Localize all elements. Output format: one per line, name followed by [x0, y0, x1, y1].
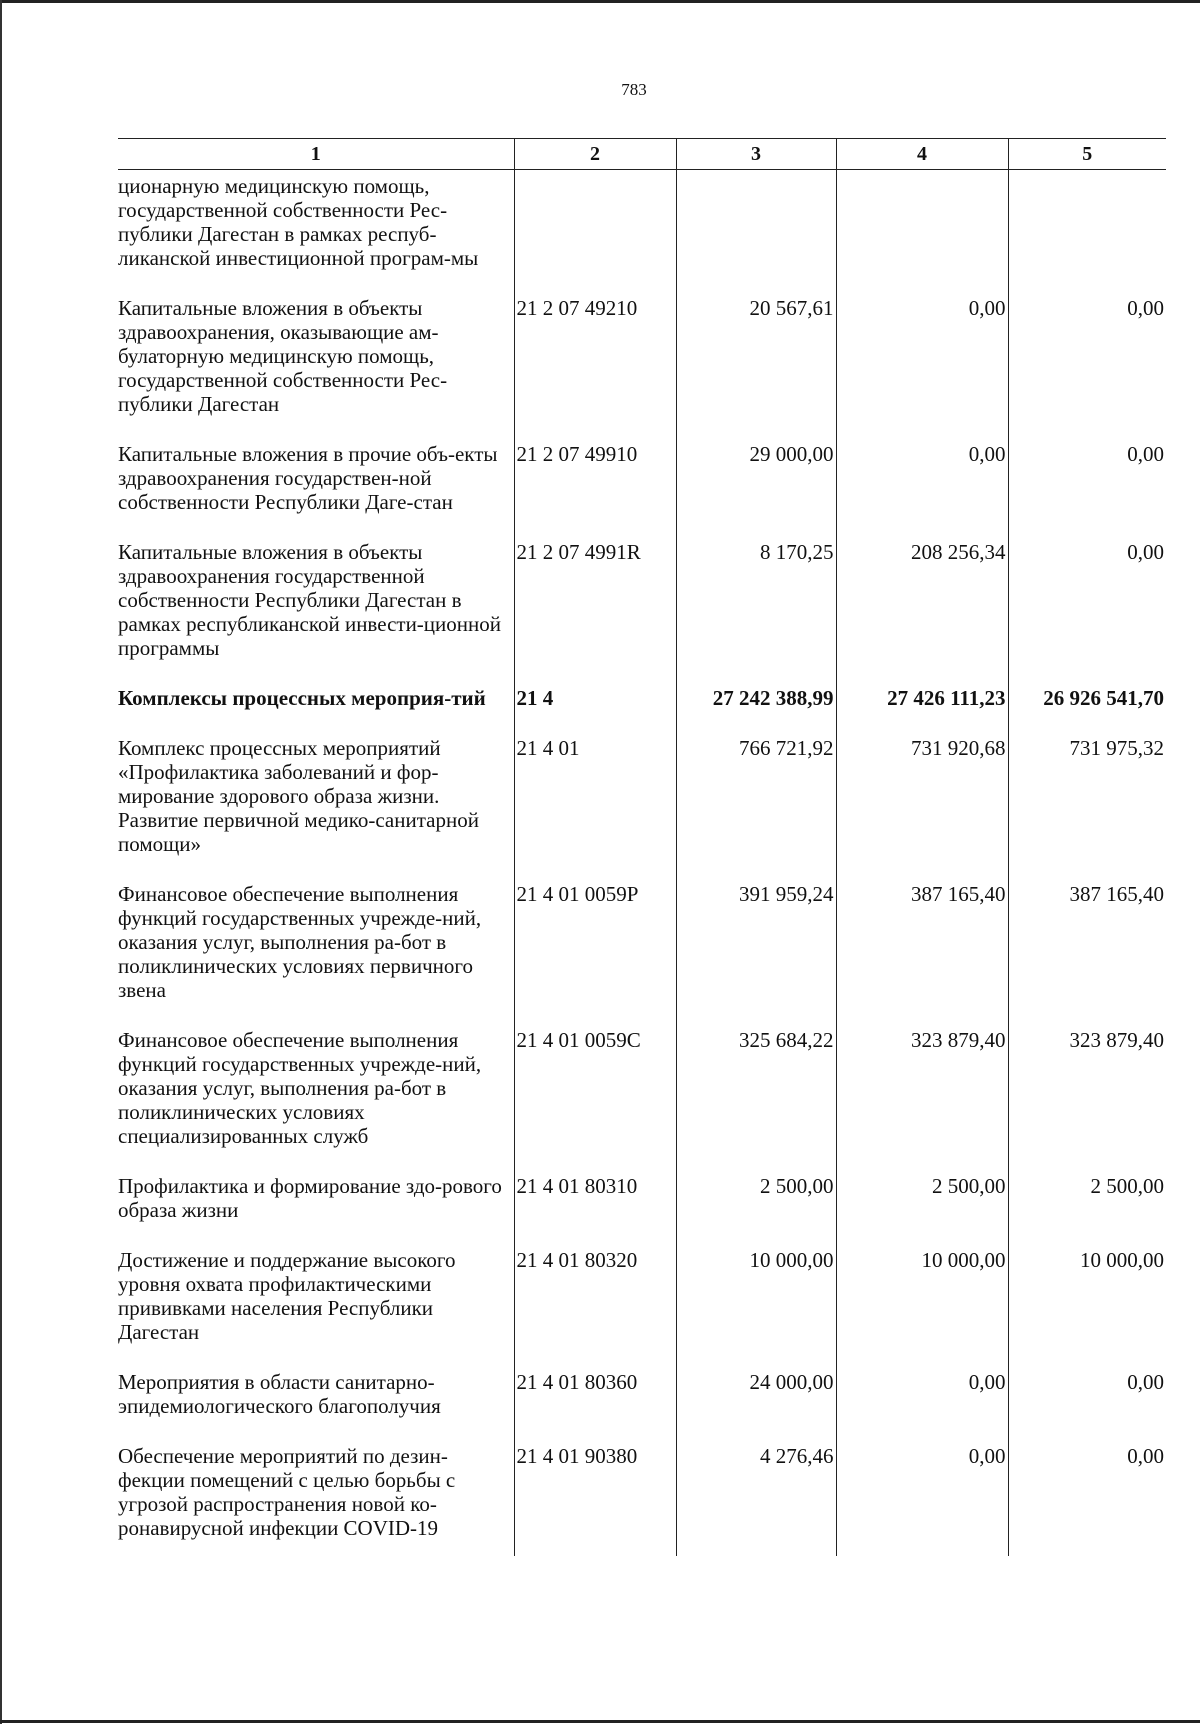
row-name: Профилактика и формирование здо-рового образа жизни [118, 1174, 502, 1222]
table-row [118, 438, 1166, 536]
table-row [118, 1170, 1166, 1244]
page-border-left [0, 0, 2, 1724]
row-value-4: 0,00 [836, 292, 1008, 438]
page-number: 783 [621, 80, 647, 99]
row-value-3 [676, 170, 836, 293]
row-value-4: 27 426 111,23 [836, 682, 1008, 732]
row-code: 21 4 01 80310 [514, 1170, 676, 1244]
table-row [118, 170, 1166, 293]
row-name: ционарную медицинскую помощь, государственной собственности Рес-публики Дагестан в рамках респуб-ликанской инвестиционной програм-мы [118, 174, 479, 270]
row-code [514, 170, 676, 293]
row-code: 21 2 07 49910 [514, 438, 676, 536]
row-value-5: 387 165,40 [1008, 878, 1166, 1024]
table-row [118, 1366, 1166, 1440]
row-value-4 [836, 170, 1008, 293]
row-value-5: 0,00 [1008, 536, 1166, 682]
row-value-5: 0,00 [1008, 292, 1166, 438]
column-header-2: 2 [514, 139, 676, 170]
table-row [118, 732, 1166, 878]
row-value-4: 0,00 [836, 438, 1008, 536]
row-value-5: 10 000,00 [1008, 1244, 1166, 1366]
row-value-4: 10 000,00 [836, 1244, 1008, 1366]
row-code: 21 4 01 0059P [514, 878, 676, 1024]
row-value-3: 8 170,25 [676, 536, 836, 682]
row-value-3: 766 721,92 [676, 732, 836, 878]
page-border-bottom [0, 1720, 1200, 1723]
column-header-5: 5 [1008, 139, 1166, 170]
row-code: 21 2 07 4991R [514, 536, 676, 682]
row-value-3: 391 959,24 [676, 878, 836, 1024]
row-name: Комплекс процессных мероприятий «Профилактика заболеваний и фор-мирование здорового образа жизни. Развитие первичной медико-санитарной помощи» [118, 736, 479, 856]
row-name: Финансовое обеспечение выполнения функций государственных учрежде-ний, оказания услуг, выполнения ра-бот в поликлинических условиях первичного звена [118, 882, 482, 1002]
row-code: 21 2 07 49210 [514, 292, 676, 438]
row-code: 21 4 01 80360 [514, 1366, 676, 1440]
row-code: 21 4 01 [514, 732, 676, 878]
row-name: Мероприятия в области санитарно-эпидемиологического благополучия [118, 1370, 441, 1418]
row-code: 21 4 01 0059C [514, 1024, 676, 1170]
column-header-1: 1 [118, 139, 514, 170]
table-header-row [118, 139, 1166, 170]
row-value-4: 387 165,40 [836, 878, 1008, 1024]
row-value-5: 26 926 541,70 [1008, 682, 1166, 732]
row-name: Комплексы процессных мероприя-тий [118, 686, 486, 710]
row-value-3: 27 242 388,99 [676, 682, 836, 732]
row-name: Достижение и поддержание высокого уровня охвата профилактическими прививками населения Республики Дагестан [118, 1248, 456, 1344]
budget-table [118, 138, 1166, 1556]
row-code: 21 4 [514, 682, 676, 732]
column-header-4: 4 [836, 139, 1008, 170]
row-value-4: 0,00 [836, 1366, 1008, 1440]
row-value-4: 731 920,68 [836, 732, 1008, 878]
row-value-3: 4 276,46 [676, 1440, 836, 1556]
row-value-3: 10 000,00 [676, 1244, 836, 1366]
table-row [118, 1440, 1166, 1556]
row-value-3: 2 500,00 [676, 1170, 836, 1244]
row-value-5: 0,00 [1008, 1366, 1166, 1440]
row-value-4: 2 500,00 [836, 1170, 1008, 1244]
row-value-5: 2 500,00 [1008, 1170, 1166, 1244]
row-value-5: 0,00 [1008, 1440, 1166, 1556]
row-name: Финансовое обеспечение выполнения функций государственных учрежде-ний, оказания услуг, выполнения ра-бот в поликлинических условиях специализированных служб [118, 1028, 482, 1148]
page-border-top [0, 0, 1200, 3]
column-header-3: 3 [676, 139, 836, 170]
row-value-3: 29 000,00 [676, 438, 836, 536]
row-value-4: 208 256,34 [836, 536, 1008, 682]
row-code: 21 4 01 80320 [514, 1244, 676, 1366]
row-name: Капитальные вложения в прочие объ-екты здравоохранения государствен-ной собственности Республики Даге-стан [118, 442, 498, 514]
row-value-3: 24 000,00 [676, 1366, 836, 1440]
row-name: Обеспечение мероприятий по дезин-фекции помещений с целью борьбы с угрозой распространения новой ко-ронавирусной инфекции COVID-19 [118, 1444, 456, 1540]
table-row [118, 878, 1166, 1024]
row-name: Капитальные вложения в объекты здравоохранения государственной собственности Республики Дагестан в рамках республиканской инвести-ционной программы [118, 540, 501, 660]
row-value-4: 323 879,40 [836, 1024, 1008, 1170]
row-value-3: 325 684,22 [676, 1024, 836, 1170]
row-value-5: 731 975,32 [1008, 732, 1166, 878]
table-row-section [118, 682, 1166, 732]
row-value-4: 0,00 [836, 1440, 1008, 1556]
row-name: Капитальные вложения в объекты здравоохранения, оказывающие ам-булаторную медицинскую помощь, государственной собственности Рес-публики Дагестан [118, 296, 448, 416]
row-value-5: 323 879,40 [1008, 1024, 1166, 1170]
table-row [118, 536, 1166, 682]
row-value-3: 20 567,61 [676, 292, 836, 438]
row-value-5 [1008, 170, 1166, 293]
table-row [118, 1024, 1166, 1170]
row-code: 21 4 01 90380 [514, 1440, 676, 1556]
table-row [118, 1244, 1166, 1366]
row-value-5: 0,00 [1008, 438, 1166, 536]
table-row [118, 292, 1166, 438]
